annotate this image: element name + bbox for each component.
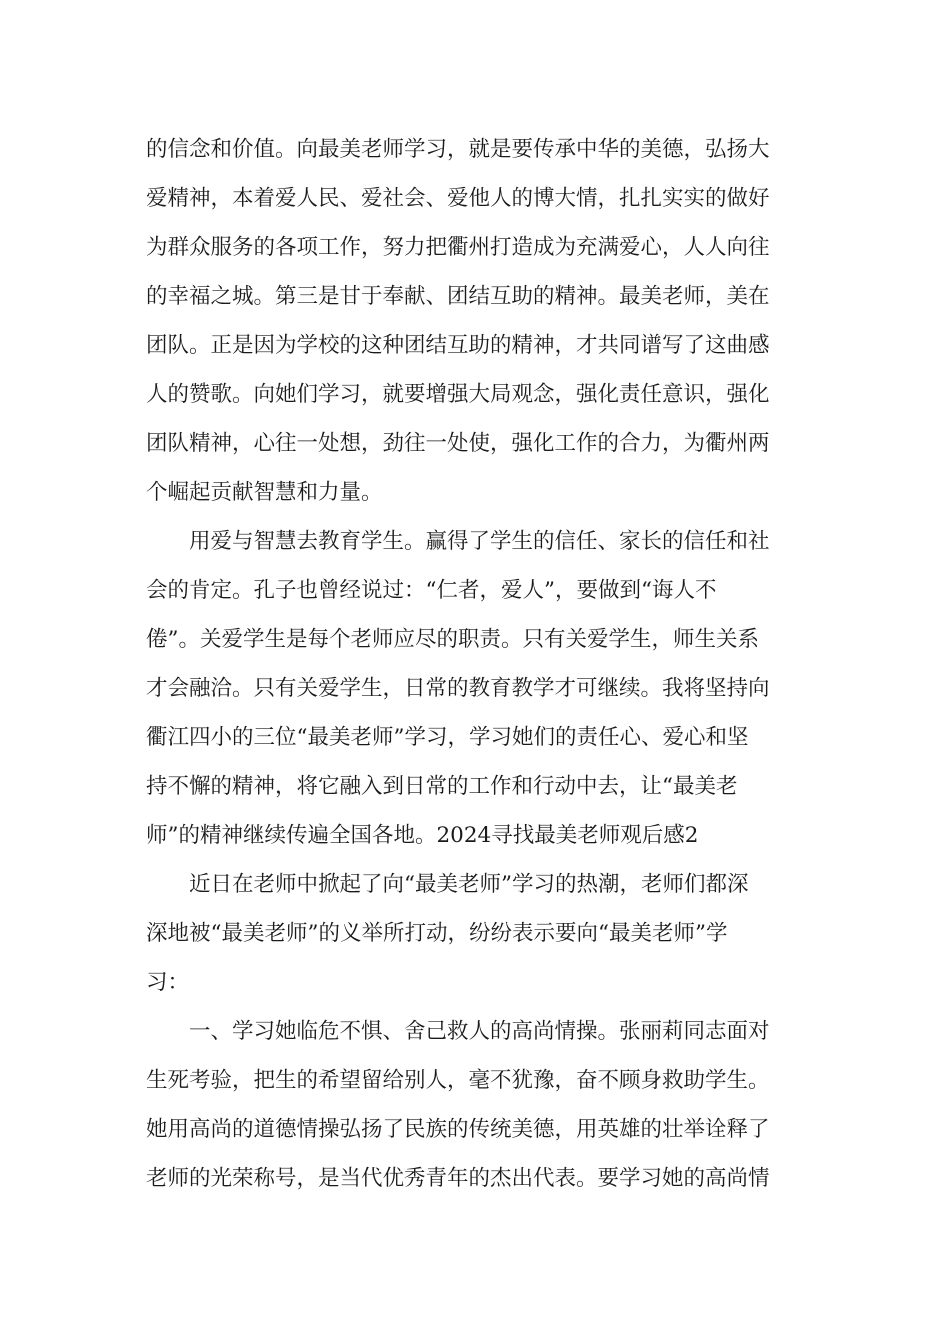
text-line: 的信念和价值。向最美老师学习，就是要传承中华的美德，弘扬大	[146, 137, 770, 162]
text-line: 才会融洽。只有关爱学生，日常的教育教学才可继续。我将坚持向	[146, 676, 770, 701]
text-line: 习：	[146, 970, 190, 995]
text-line: 人的赞歌。向她们学习，就要增强大局观念，强化责任意识，强化	[146, 382, 770, 407]
text-line: 深地被“最美老师”的义举所打动，纷纷表示要向“最美老师”学	[146, 921, 728, 946]
text-line: 爱精神，本着爱人民、爱社会、爱他人的博大情，扎扎实实的做好	[146, 186, 770, 211]
document-body	[146, 125, 806, 1203]
text-line: 用爱与智慧去教育学生。赢得了学生的信任、家长的信任和社	[189, 529, 770, 554]
paragraph-4	[146, 1007, 806, 1203]
text-line: 近日在老师中掀起了向“最美老师”学习的热潮，老师们都深	[189, 872, 749, 897]
text-line: 生死考验，把生的希望留给别人，毫不犹豫，奋不顾身救助学生。	[146, 1068, 770, 1093]
text-line: 师”的精神继续传遍全国各地。2024寻找最美老师观后感2	[146, 823, 699, 848]
text-line: 一、学习她临危不惧、舍己救人的高尚情操。张丽莉同志面对	[189, 1019, 770, 1044]
text-line: 她用高尚的道德情操弘扬了民族的传统美德，用英雄的壮举诠释了	[146, 1117, 770, 1142]
text-line: 为群众服务的各项工作，努力把衢州打造成为充满爱心，人人向往	[146, 235, 770, 260]
text-line: 会的肯定。孔子也曾经说过：“仁者，爱人”，要做到“诲人不	[146, 578, 717, 603]
text-line: 倦”。关爱学生是每个老师应尽的职责。只有关爱学生，师生关系	[146, 627, 759, 652]
paragraph-2	[146, 517, 806, 860]
paragraph-3	[146, 860, 806, 1007]
text-line: 团队。正是因为学校的这种团结互助的精神，才共同谱写了这曲感	[146, 333, 770, 358]
text-line: 持不懈的精神，将它融入到日常的工作和行动中去，让“最美老	[146, 774, 738, 799]
paragraph-1	[146, 125, 806, 517]
text-line: 团队精神，心往一处想，劲往一处使，强化工作的合力，为衢州两	[146, 431, 770, 456]
text-line: 个崛起贡献智慧和力量。	[146, 480, 383, 505]
text-line: 老师的光荣称号，是当代优秀青年的杰出代表。要学习她的高尚情	[146, 1166, 770, 1191]
text-line: 的幸福之城。第三是甘于奉献、团结互助的精神。最美老师，美在	[146, 284, 770, 309]
text-line: 衢江四小的三位“最美老师”学习，学习她们的责任心、爱心和坚	[146, 725, 749, 750]
